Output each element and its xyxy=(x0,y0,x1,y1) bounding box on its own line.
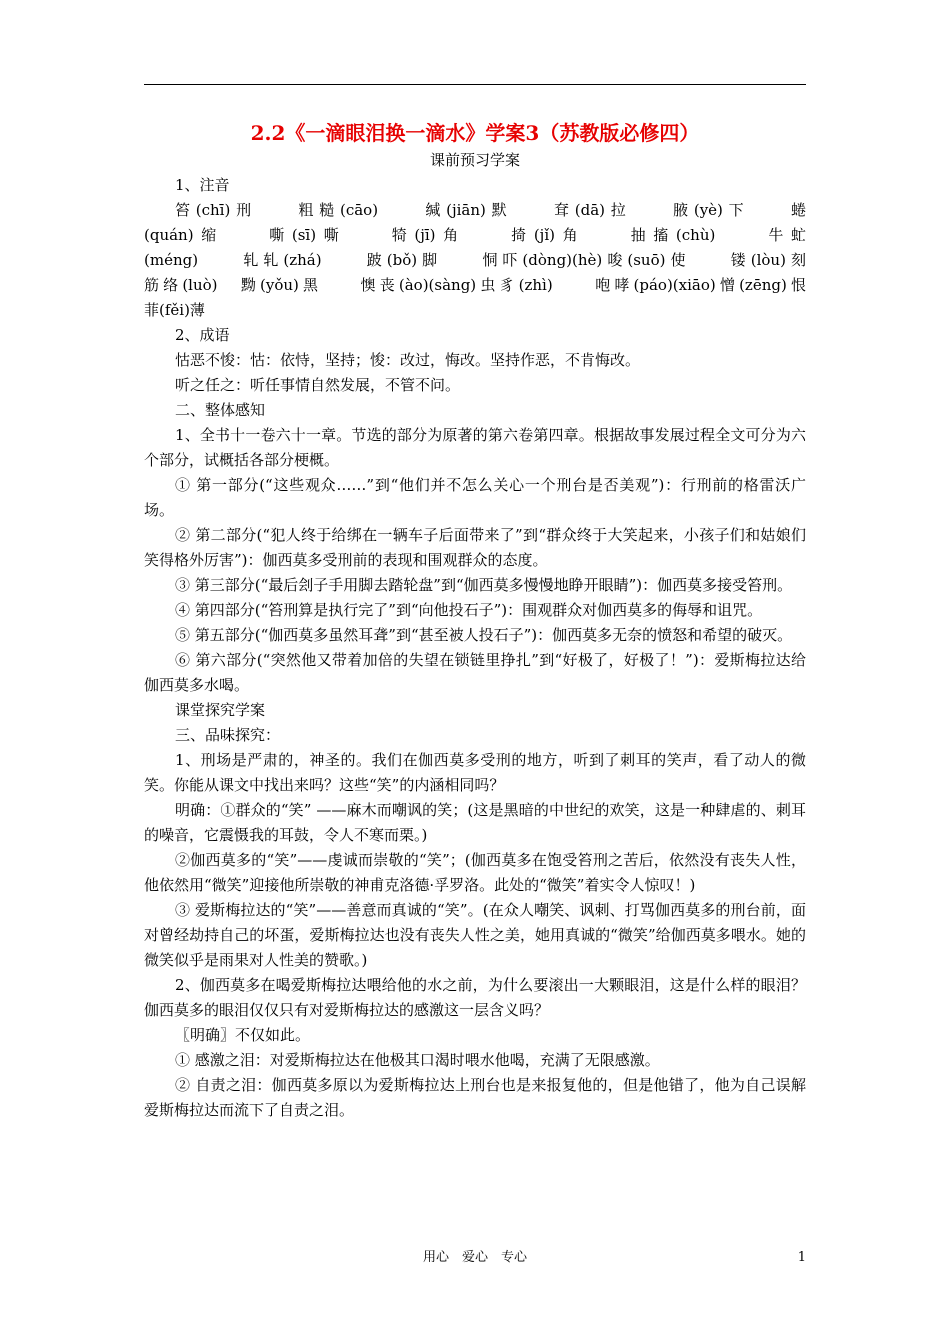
pinyin-line: (quán)缩 嘶(sī)嘶 犄(jī)角 掎(jǐ)角 抽搐(chù) 牛虻 xyxy=(144,226,806,244)
paragraph: ① 第一部分(“这些观众……”到“他们并不怎么关心一个刑台是否美观”)：行刑前的格雷沃广场。 xyxy=(144,476,806,519)
document-title: 2.2《一滴眼泪换一滴水》学案3（苏教版必修四） xyxy=(250,121,700,145)
paragraph: ③ 爱斯梅拉达的“笑”——善意而真诚的“笑”。(在众人嘲笑、讽刺、打骂伽西莫多的刑台前，面对曾经劫持自己的坏蛋，爱斯梅拉达也没有丧失人性之美，她用真诚的“微笑”给伽西莫多喂水。她的微笑似乎是雨果对人性美的赞歌。) xyxy=(144,901,806,969)
paragraph: ① 感激之泪：对爱斯梅拉达在他极其口渴时喂水他喝，充满了无限感激。 xyxy=(175,1051,660,1069)
paragraph: 怙恶不悛：怙：依恃，坚持；悛：改过，悔改。坚持作恶，不肯悔改。 xyxy=(175,351,641,369)
paragraph: 二、整体感知 xyxy=(175,401,266,419)
paragraph: 1、刑场是严肃的，神圣的。我们在伽西莫多受刑的地方，听到了刺耳的笑声，看了动人的微笑。你能从课文中找出来吗？这些“笑”的内涵相同吗？ xyxy=(144,751,806,794)
page-number: 1 xyxy=(797,1250,806,1265)
footer-motto: 用心 爱心 专心 xyxy=(422,1250,527,1265)
pinyin-line: 菲(fěi)薄 xyxy=(144,301,205,319)
pinyin-line: 笞(chī)刑 粗糙(cāo) 缄(jiān)默 耷(dā)拉 腋(yè)下 蜷 xyxy=(175,201,806,219)
header-rule xyxy=(144,84,806,85)
paragraph: ② 第二部分(“犯人终于给绑在一辆车子后面带来了”到“群众终于大笑起来，小孩子们和姑娘们笑得格外厉害”)：伽西莫多受刑前的表现和围观群众的态度。 xyxy=(144,526,806,569)
pinyin-line: 筋络(luò) 黝(yǒu)黑 懊丧(ào)(sàng)虫豸(zhì) 咆哮(páo)(xiāo)憎(zēng)恨 xyxy=(144,276,806,294)
paragraph: 三、品味探究： xyxy=(175,726,281,744)
paragraph: ⑤ 第五部分(“伽西莫多虽然耳聋”到“甚至被人投石子”)：伽西莫多无奈的愤怒和希望的破灭。 xyxy=(175,626,793,644)
paragraph: 1、全书十一卷六十一章。节选的部分为原著的第六卷第四章。根据故事发展过程全文可分为六个部分，试概括各部分梗概。 xyxy=(144,426,806,469)
paragraph: ④ 第四部分(“笞刑算是执行完了”到“向他投石子”)：围观群众对伽西莫多的侮辱和诅咒。 xyxy=(175,601,763,619)
paragraph: ⑥ 第六部分(“突然他又带着加倍的失望在锁链里挣扎”到“好极了，好极了！”)：爱斯梅拉达给伽西莫多水喝。 xyxy=(144,651,806,694)
paragraph: 〖明确〗不仅如此。 xyxy=(175,1026,311,1044)
pinyin-line: (méng) 轧轧(zhá) 跛(bǒ)脚 恫吓(dòng)(hè)唆(suō)使 镂(lòu)刻 xyxy=(144,251,806,269)
paragraph: 听之任之：听任事情自然发展，不管不问。 xyxy=(175,376,461,394)
paragraph: 2、成语 xyxy=(175,326,230,344)
document-body xyxy=(144,118,806,1123)
pinyin-heading: 1、注音 xyxy=(175,176,230,194)
paragraph: ②伽西莫多的“笑”——虔诚而崇敬的“笑”；(伽西莫多在饱受笞刑之苦后，依然没有丧失人性，他依然用“微笑”迎接他所崇敬的神甫克洛德·孚罗洛。此处的“微笑”着实令人惊叹！) xyxy=(144,851,806,894)
paragraph: 课堂探究学案 xyxy=(175,701,266,719)
paragraph: ② 自责之泪：伽西莫多原以为爱斯梅拉达上刑台也是来报复他的，但是他错了，他为自己误解爱斯梅拉达而流下了自责之泪。 xyxy=(144,1076,806,1119)
section-subtitle: 课前预习学案 xyxy=(429,151,520,169)
page-footer xyxy=(0,1248,950,1268)
paragraph: ③ 第三部分(“最后刽子手用脚去踏轮盘”到“伽西莫多慢慢地睁开眼睛”)：伽西莫多接受笞刑。 xyxy=(175,576,793,594)
paragraph: 2、伽西莫多在喝爱斯梅拉达喂给他的水之前，为什么要滚出一大颗眼泪，这是什么样的眼泪？伽西莫多的眼泪仅仅只有对爱斯梅拉达的感激这一层含义吗？ xyxy=(144,976,806,1019)
paragraph: 明确：①群众的“笑” ——麻木而嘲讽的笑；(这是黑暗的中世纪的欢笑，这是一种肆虐的、刺耳的噪音，它震慑我的耳鼓，令人不寒而栗。) xyxy=(144,801,806,844)
